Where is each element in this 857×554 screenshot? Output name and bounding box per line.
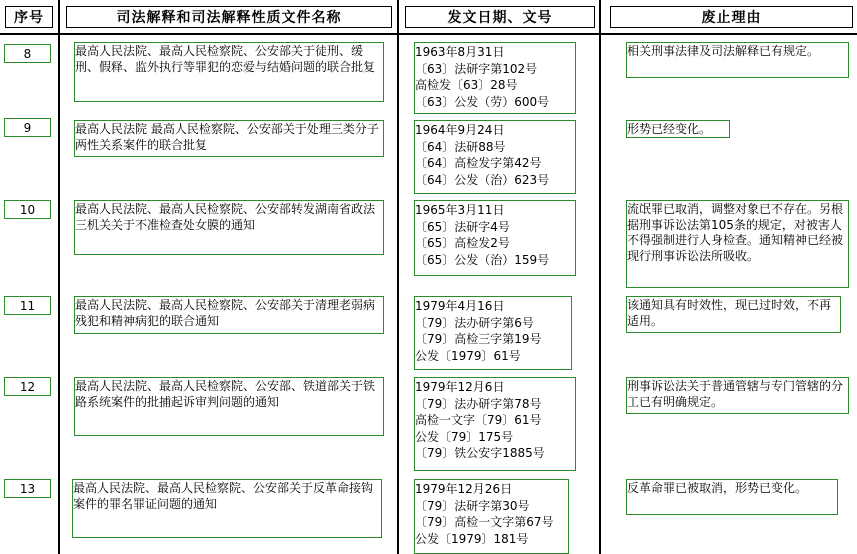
row-repeal-reason: 相关刑事法律及司法解释已有规定。	[626, 42, 849, 78]
header-reason: 废止理由	[610, 6, 853, 28]
row-repeal-reason: 该通知具有时效性，现已过时效，不再适用。	[626, 296, 841, 333]
row-document-name: 最高人民法院、最高人民检察院、公安部关于徒刑、缓刑、假释、监外执行等罪犯的恋爱与结婚问题的联合批复	[74, 42, 384, 102]
row-document-name: 最高人民法院、最高人民检察院、公安部关于清理老弱病残犯和精神病犯的联合通知	[74, 296, 384, 334]
row-repeal-reason: 刑事诉讼法关于普通管辖与专门管辖的分工已有明确规定。	[626, 377, 849, 414]
row-repeal-reason: 流氓罪已取消，调整对象已不存在。另根据刑事诉讼法第105条的规定，对被害人不得强制进行人身检查。通知精神已经被现行刑事诉讼法所吸收。	[626, 200, 849, 288]
row-seq: 9	[4, 118, 51, 137]
row-issue-date-number: 1963年8月31日 〔63〕法研字第102号 高检发〔63〕28号 〔63〕公发（劳）600号	[414, 42, 576, 114]
row-seq: 8	[4, 44, 51, 63]
row-repeal-reason: 形势已经变化。	[626, 120, 730, 138]
header-divider	[0, 33, 857, 35]
row-seq: 13	[4, 479, 51, 498]
row-document-name: 最高人民法院、最高人民检察院、公安部、铁道部关于铁路系统案件的批捕起诉审判问题的通知	[74, 377, 384, 436]
row-document-name: 最高人民法院 最高人民检察院、公安部关于处理三类分子两性关系案件的联合批复	[74, 120, 384, 157]
row-issue-date-number: 1965年3月11日 〔65〕法研字4号 〔65〕高检发2号 〔65〕公发（治）159号	[414, 200, 576, 276]
row-seq: 10	[4, 200, 51, 219]
column-divider-2	[397, 0, 399, 554]
header-seq: 序号	[5, 6, 53, 28]
row-issue-date-number: 1979年12月6日 〔79〕法办研字第78号 高检一文字〔79〕61号 公发〔79〕175号 〔79〕铁公安字1885号	[414, 377, 576, 471]
row-repeal-reason: 反革命罪已被取消，形势已变化。	[626, 479, 838, 515]
column-divider-3	[599, 0, 601, 554]
row-document-name: 最高人民法院、最高人民检察院、公安部转发湖南省政法三机关关于不准检查处女膜的通知	[74, 200, 384, 255]
header-date: 发文日期、文号	[405, 6, 595, 28]
row-issue-date-number: 1979年12月26日 〔79〕法研字第30号 〔79〕高检一文字第67号 公发〔1979〕181号	[414, 479, 569, 554]
column-divider-1	[58, 0, 60, 554]
row-issue-date-number: 1979年4月16日 〔79〕法办研字第6号 〔79〕高检三字第19号 公发〔1979〕61号	[414, 296, 572, 370]
row-seq: 12	[4, 377, 51, 396]
row-document-name: 最高人民法院、最高人民检察院、公安部关于反革命接钩案件的罪名罪证问题的通知	[72, 479, 382, 538]
header-name: 司法解释和司法解释性质文件名称	[66, 6, 392, 28]
row-seq: 11	[4, 296, 51, 315]
row-issue-date-number: 1964年9月24日 〔64〕法研88号 〔64〕高检发字第42号 〔64〕公发（治）623号	[414, 120, 576, 194]
